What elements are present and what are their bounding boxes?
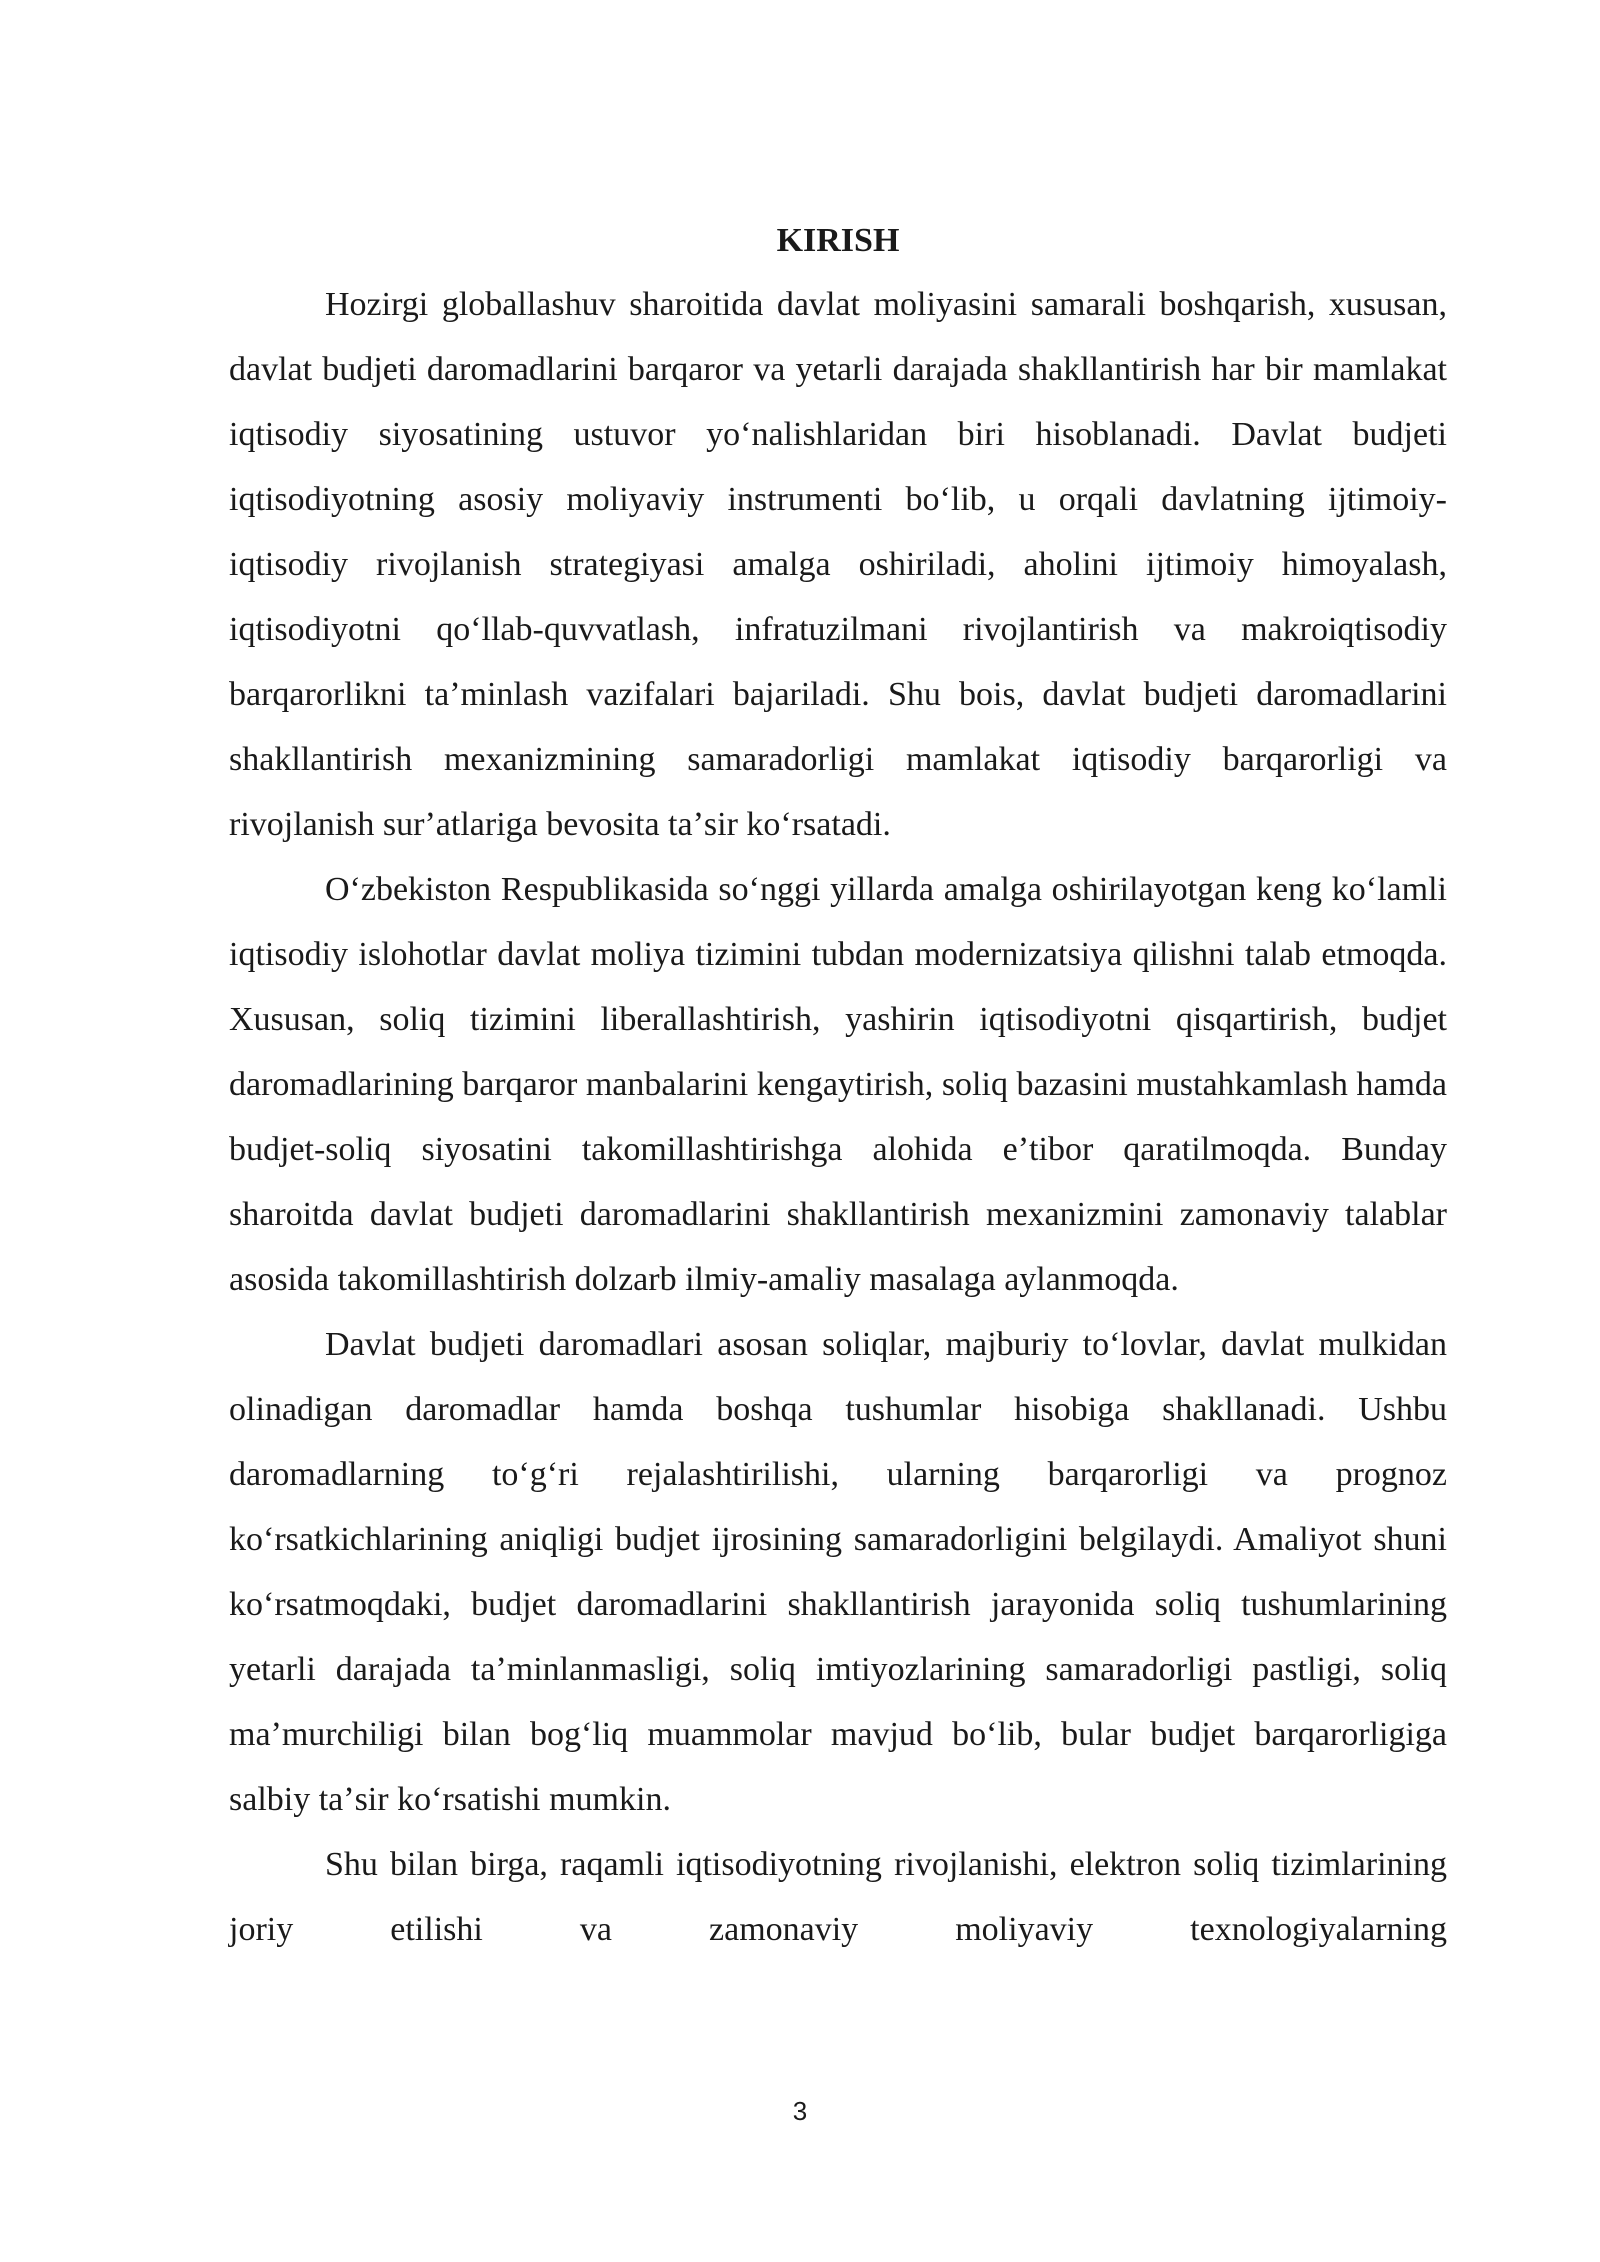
paragraph-1: Hozirgi globallashuv sharoitida davlat moliyasini samarali boshqarish, xususan, davlat budjeti daromadlarini barqaror va yetarli darajada shakllantirish har bir mamlakat iqtisodiy siyosatining ustuvor yoʻnalishlaridan biri hisoblanadi. Davlat budjeti iqtisodiyotning asosiy moliyaviy instrumenti boʻlib, u orqali davlatning ijtimoiy-iqtisodiy rivojlanish strategiyasi amalga oshiriladi, aholini ijtimoiy himoyalash, iqtisodiyotni qoʻllab-quvvatlash, infratuzilmani rivojlantirish va makroiqtisodiy barqarorlikni taʼminlash vazifalari bajariladi. Shu bois, davlat budjeti daromadlarini shakllantirish mexanizmining samaradorligi mamlakat iqtisodiy barqarorligi va rivojlanish surʼatlariga bevosita taʼsir koʻrsatadi. xyxy=(229,286,1447,843)
page-title: KIRISH xyxy=(776,222,900,259)
document-body xyxy=(229,210,1447,1962)
page-number: 3 xyxy=(792,2096,808,2126)
paragraph-3: Davlat budjeti daromadlari asosan soliqlar, majburiy toʻlovlar, davlat mulkidan olinadigan daromadlar hamda boshqa tushumlar hisobiga shakllanadi. Ushbu daromadlarning toʻgʻri rejalashtirilishi, ularning barqarorligi va prognoz koʻrsatkichlarining aniqligi budjet ijrosining samaradorligini belgilaydi. Amaliyot shuni koʻrsatmoqdaki, budjet daromadlarini shakllantirish jarayonida soliq tushumlarining yetarli darajada taʼminlanmasligi, soliq imtiyozlarining samaradorligi pastligi, soliq maʼmurchiligi bilan bogʻliq muammolar mavjud boʻlib, bular budjet barqarorligiga salbiy taʼsir koʻrsatishi mumkin. xyxy=(229,1326,1447,1818)
paragraph-4: Shu bilan birga, raqamli iqtisodiyotning rivojlanishi, elektron soliq tizimlarining joriy etilishi va zamonaviy moliyaviy texnologiyalarning xyxy=(229,1846,1447,1948)
paragraph-2: Oʻzbekiston Respublikasida soʻnggi yillarda amalga oshirilayotgan keng koʻlamli iqtisodiy islohotlar davlat moliya tizimini tubdan modernizatsiya qilishni talab etmoqda. Xususan, soliq tizimini liberallashtirish, yashirin iqtisodiyotni qisqartirish, budjet daromadlarining barqaror manbalarini kengaytirish, soliq bazasini mustahkamlash hamda budjet-soliq siyosatini takomillashtirishga alohida eʼtibor qaratilmoqda. Bunday sharoitda davlat budjeti daromadlarini shakllantirish mexanizmini zamonaviy talablar asosida takomillashtirish dolzarb ilmiy-amaliy masalaga aylanmoqda. xyxy=(229,871,1447,1298)
